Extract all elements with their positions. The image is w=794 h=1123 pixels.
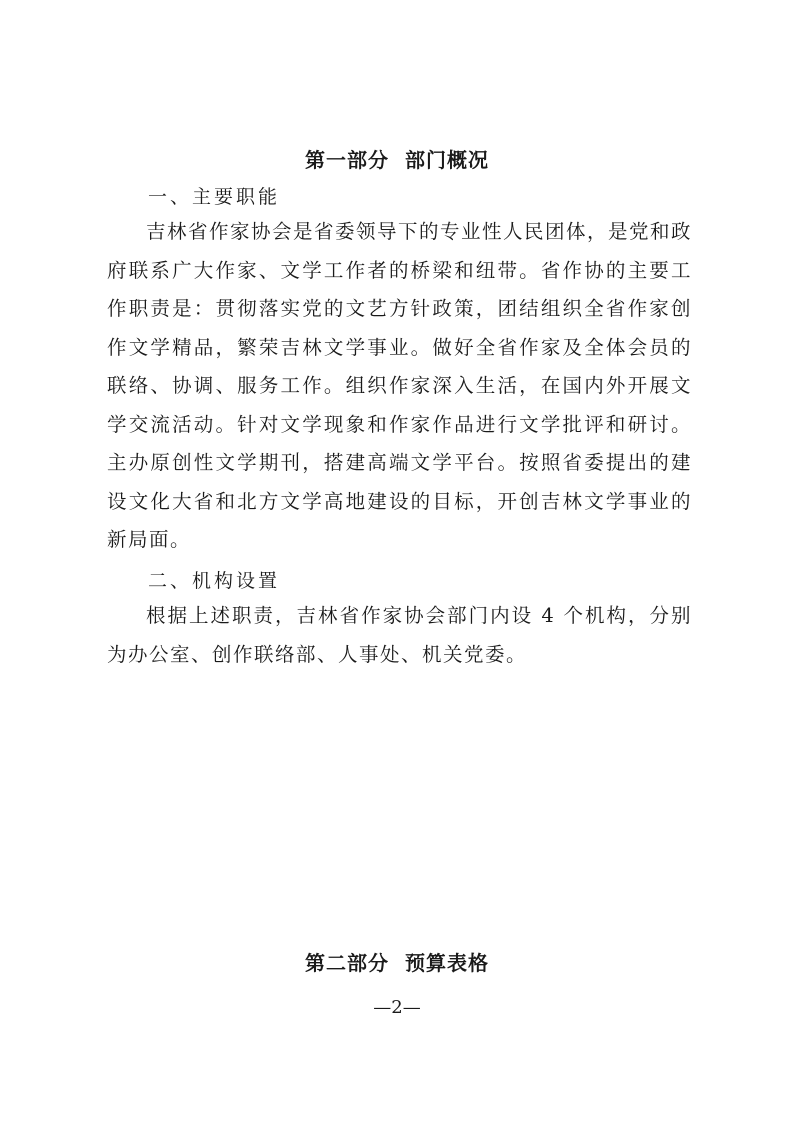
- page-number: —2—: [373, 997, 421, 1018]
- part1-title: 第一部分 部门概况: [305, 148, 489, 172]
- section2-body: 根据上述职责，吉林省作家协会部门内设 4 个机构，分别为办公室、创作联络部、人事处、机关党委。: [107, 604, 692, 666]
- section1-heading: 一、主要职能: [148, 186, 281, 208]
- part2-title: 第二部分 预算表格: [305, 951, 489, 975]
- section2-heading: 二、机构设置: [148, 570, 281, 592]
- section1-body: 吉林省作家协会是省委领导下的专业性人民团体，是党和政府联系广大作家、文学工作者的桥梁和纽带。省作协的主要工作职责是：贯彻落实党的文艺方针政策，团结组织全省作家创作文学精品，繁荣吉林文学事业。做好全省作家及全体会员的联络、协调、服务工作。组织作家深入生活，在国内外开展文学交流活动。针对文学现象和作家作品进行文学批评和研讨。主办原创性文学期刊，搭建高端文学平台。按照省委提出的建设文化大省和北方文学高地建设的目标，开创吉林文学事业的新局面。: [107, 220, 693, 551]
